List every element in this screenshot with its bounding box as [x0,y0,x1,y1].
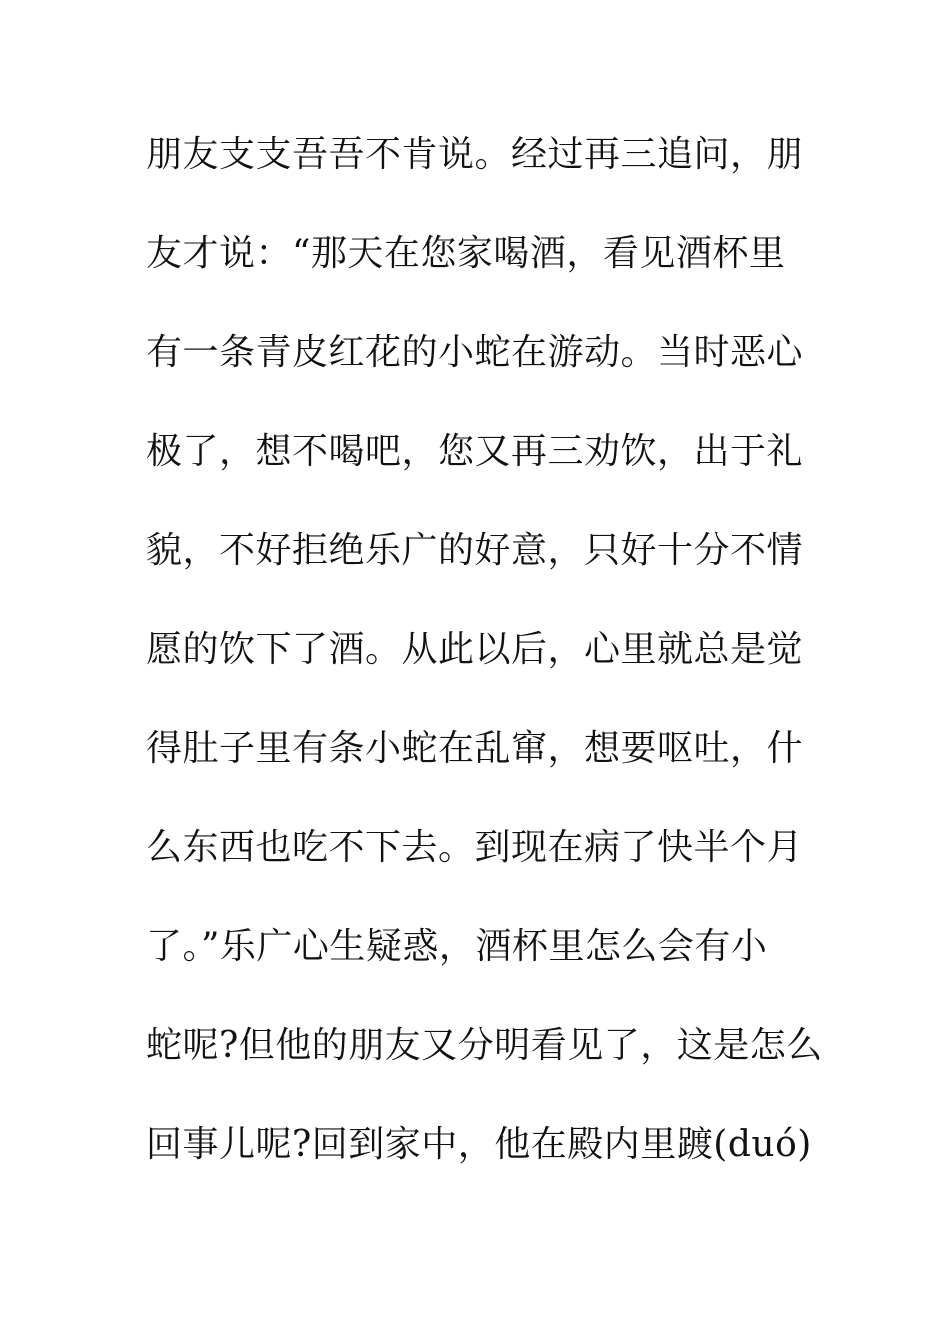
text-line-8: 么东西也吃不下去。到现在病了快半个月 [146,827,804,868]
text-line-2: 友才说：“那天在您家喝酒，看见酒杯里 [146,233,786,274]
body-text [146,124,826,1213]
text-line-10: 蛇呢?但他的朋友又分明看见了，这是怎么 [146,1025,823,1066]
text-line-4: 极了，想不喝吧，您又再三劝饮，出于礼 [146,431,804,472]
text-line-3: 有一条青皮红花的小蛇在游动。当时恶心 [146,332,804,373]
text-line-11: 回事儿呢?回到家中，他在殿内里踱(duó) [146,1124,812,1165]
text-line-1: 朋友支支吾吾不肯说。经过再三追问，朋 [146,134,804,175]
text-line-6: 愿的饮下了酒。从此以后，心里就总是觉 [146,629,804,670]
text-line-5: 貌，不好拒绝乐广的好意，只好十分不情 [146,530,804,571]
text-line-7: 得肚子里有条小蛇在乱窜，想要呕吐，什 [146,728,804,769]
text-line-9: 了。”乐广心生疑惑，酒杯里怎么会有小 [146,926,768,967]
